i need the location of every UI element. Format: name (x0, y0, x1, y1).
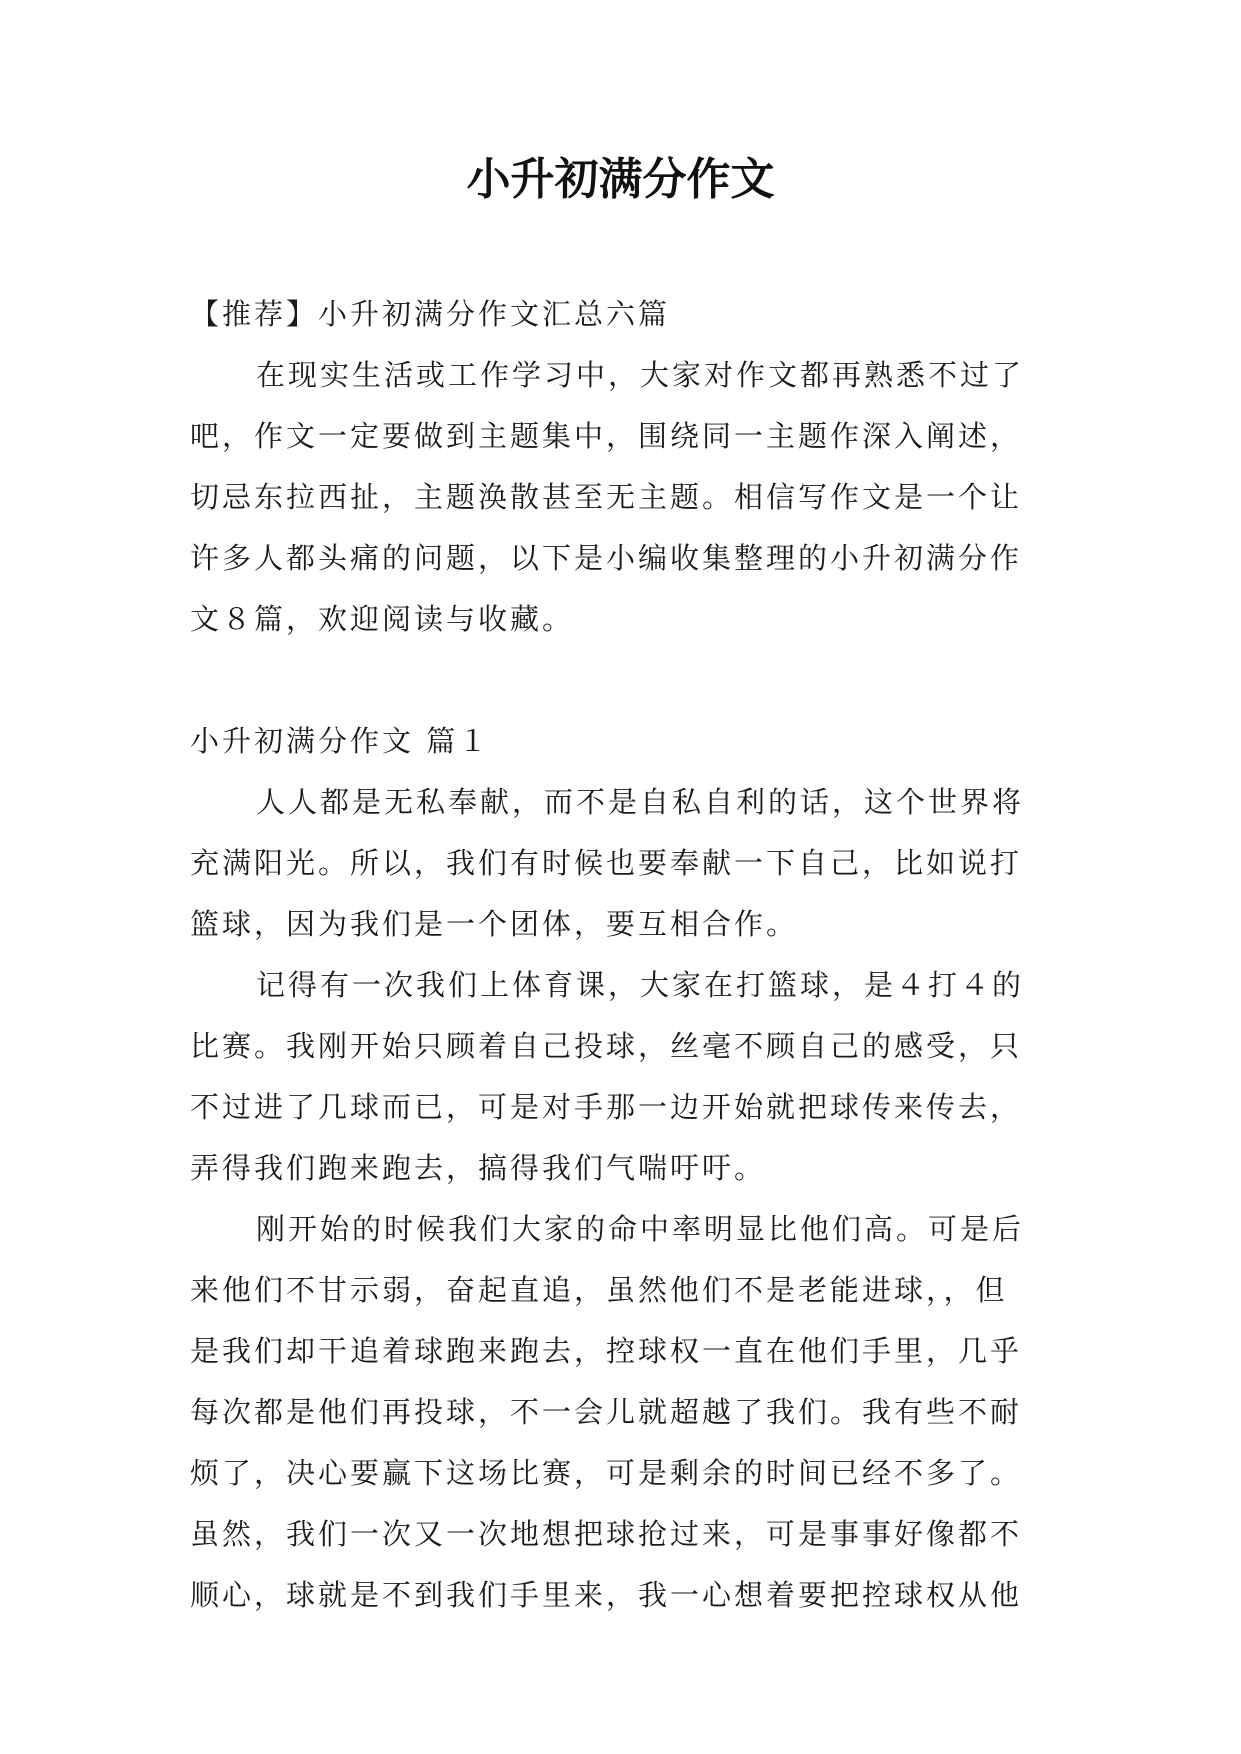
paragraph-line: 弄得我们跑来跑去，搞得我们气喘吁吁。 (190, 1151, 767, 1185)
paragraph-line: 虽然，我们一次又一次地想把球抢过来，可是事事好像都不 (190, 1517, 1023, 1551)
paragraph-line: 顺心，球就是不到我们手里来，我一心想着要把控球权从他 (190, 1578, 1023, 1612)
paragraph-line: 篮球，因为我们是一个团体，要互相合作。 (190, 907, 799, 941)
paragraph-line: 记得有一次我们上体育课，大家在打篮球，是４打４的 (256, 968, 1025, 1002)
intro-line: 切忌东拉西扯，主题涣散甚至无主题。相信写作文是一个让 (190, 480, 1023, 514)
section-spacer (190, 650, 1060, 711)
page-title: 小升初满分作文 (466, 154, 775, 205)
paragraph-line: 烦了，决心要赢下这场比赛，可是剩余的时间已经不多了。 (190, 1456, 1023, 1490)
paragraph-line: 是我们却干追着球跑来跑去，控球权一直在他们手里，几乎 (190, 1334, 1023, 1368)
intro-line: 在现实生活或工作学习中，大家对作文都再熟悉不过了 (256, 358, 1025, 392)
paragraph-line: 每次都是他们再投球，不一会儿就超越了我们。我有些不耐 (190, 1395, 1023, 1429)
paragraph-line: 不过进了几球而已，可是对手那一边开始就把球传来传去， (190, 1090, 1023, 1124)
document-body (190, 284, 1060, 1626)
paragraph-line: 充满阳光。所以，我们有时候也要奉献一下自己，比如说打 (190, 846, 1023, 880)
intro-line: 文８篇，欢迎阅读与收藏。 (190, 602, 575, 636)
paragraph-line: 人人都是无私奉献，而不是自私自利的话，这个世界将 (256, 785, 1025, 819)
paragraph-line: 比赛。我刚开始只顾着自己投球，丝毫不顾自己的感受，只 (190, 1029, 1023, 1063)
document-subtitle: 【推荐】小升初满分作文汇总六篇 (190, 297, 671, 331)
paragraph-line: 刚开始的时候我们大家的命中率明显比他们高。可是后 (256, 1212, 1025, 1246)
paragraph-line: 来他们不甘示弱，奋起直追，虽然他们不是老能进球，，但 (190, 1273, 1008, 1307)
intro-line: 许多人都头痛的问题，以下是小编收集整理的小升初满分作 (190, 541, 1023, 575)
section-heading: 小升初满分作文 篇１ (190, 724, 491, 758)
intro-line: 吧，作文一定要做到主题集中，围绕同一主题作深入阐述， (190, 419, 1023, 453)
